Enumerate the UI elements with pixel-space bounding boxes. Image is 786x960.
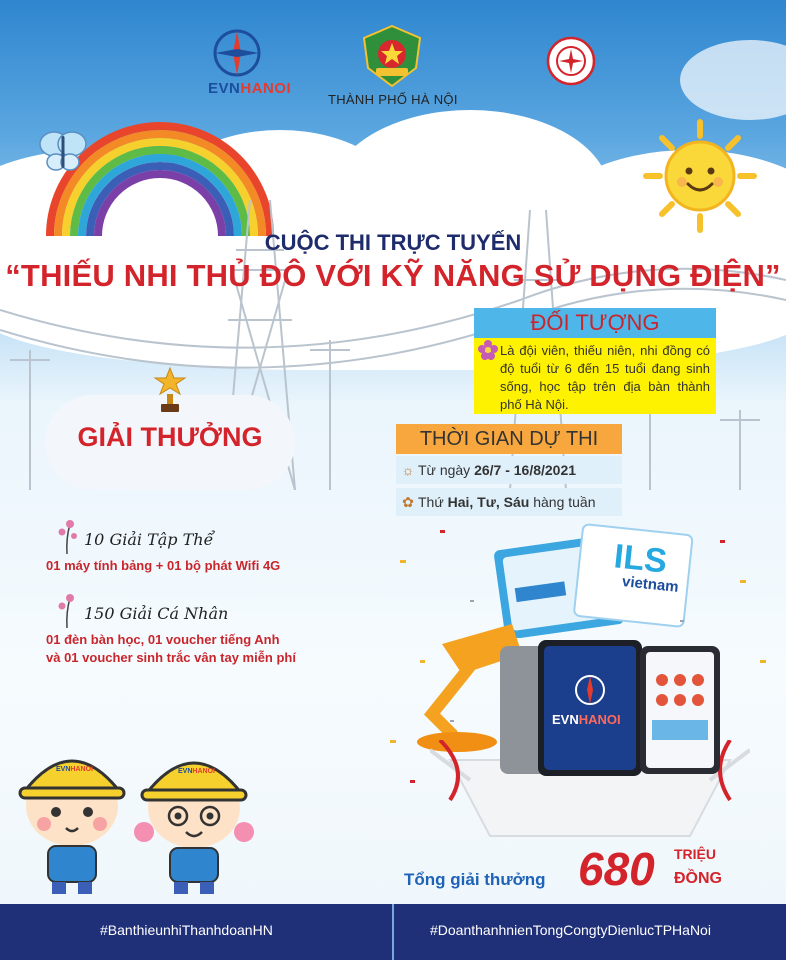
group-prize-heading: 10 Giải Tập Thể (84, 530, 214, 549)
individual-prize-description: và 01 voucher sinh trắc vân tay miễn phí (46, 650, 296, 665)
flower-sprig-icon (52, 518, 82, 556)
time-weekdays: ✿ Thứ Hai, Tư, Sáu hàng tuần (396, 488, 622, 516)
evn-logo-icon (212, 28, 262, 78)
sun-small-icon: ☼ (401, 462, 415, 478)
city-label: THÀNH PHỐ HÀ NỘI (328, 92, 458, 107)
flower-sprig-icon (52, 592, 82, 630)
mascot-helmet-label: EVNHANOI (56, 766, 93, 773)
butterfly-icon (38, 128, 88, 174)
voucher-brand-sub: vietnam (621, 573, 680, 596)
flower-icon (478, 340, 498, 360)
flower-small-icon: ✿ (402, 494, 414, 510)
footer-divider (392, 904, 394, 960)
group-prize-description: 01 máy tính bảng + 01 bộ phát Wifi 4G (46, 558, 281, 573)
individual-prize-heading: 150 Giải Cá Nhân (84, 604, 229, 623)
cloud (680, 40, 786, 120)
hashtag-right[interactable]: #DoanthanhnienTongCongtyDienlucTPHaNoi (430, 922, 711, 938)
voucher-brand: ILS (612, 537, 669, 581)
individual-prize-description: 01 đèn bàn học, 01 voucher tiếng Anh (46, 632, 280, 647)
trade-department-seal-icon (546, 36, 596, 86)
prize-heading: GIẢI THƯỞNG (77, 422, 263, 452)
tablet-brand: EVNHANOI (552, 712, 621, 727)
mascot-helmet-label: EVNHANOI (178, 768, 215, 775)
hashtag-left[interactable]: #BanthieunhiThanhdoanHN (100, 922, 273, 938)
mascot-boy-illustration (12, 736, 132, 896)
time-date-range: ☼ Từ ngày 26/7 - 16/8/2021 (396, 456, 622, 484)
youth-union-badge-icon (360, 24, 424, 90)
total-prize-amount: 680 (578, 843, 655, 895)
target-heading: ĐỐI TƯỢNG (474, 308, 716, 338)
contest-subtitle: CUỘC THI TRỰC TUYẾN (264, 230, 522, 255)
total-prize-label: Tổng giải thưởng (404, 870, 546, 889)
total-prize-unit: TRIỆU (674, 846, 716, 862)
time-heading: THỜI GIAN DỰ THI (396, 424, 622, 454)
confetti-decoration (380, 520, 780, 820)
trophy-icon (150, 366, 190, 416)
total-prize-unit: ĐỒNG (674, 870, 722, 887)
contest-title: “THIẾU NHI THỦ ĐÔ VỚI KỸ NĂNG SỬ DỤNG ĐIỆN” (5, 258, 781, 293)
mascot-girl-illustration (134, 736, 254, 896)
target-description: Là đội viên, thiếu niên, nhi đồng có độ tuổi từ 6 đến 15 tuổi đang sinh sống, học tập trên địa bàn thành phố Hà Nội. (500, 343, 710, 412)
evn-hanoi-logo: EVNHANOI (208, 80, 292, 97)
